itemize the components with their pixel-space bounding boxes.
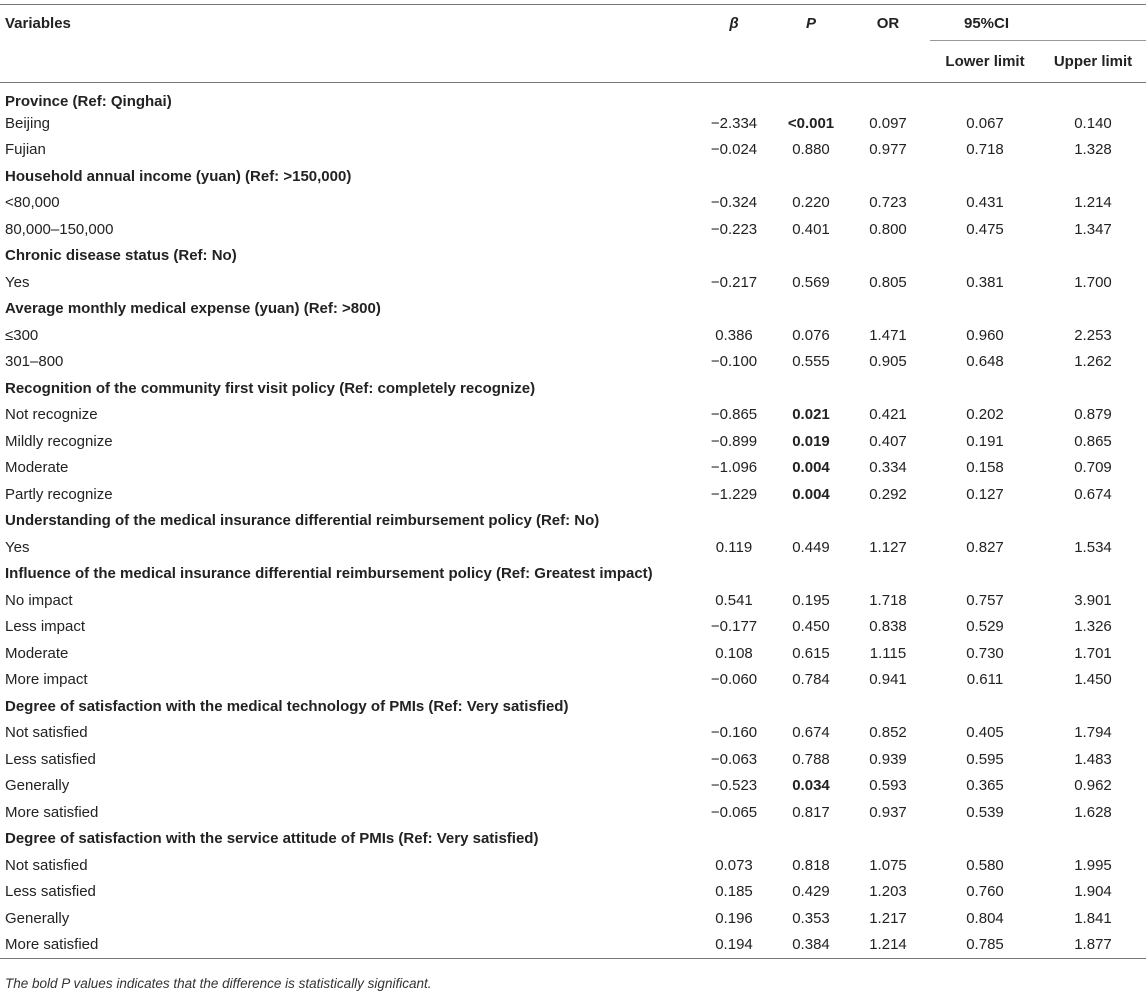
row-label: Yes	[5, 538, 30, 556]
header-p: P	[776, 5, 846, 83]
row-label: More satisfied	[0, 932, 692, 959]
or-cell: 0.421	[869, 406, 907, 424]
ci-upper-cell: 1.841	[1074, 909, 1112, 927]
row-label: Generally	[5, 909, 70, 927]
beta-cell: −2.334	[710, 114, 758, 132]
ci-upper-cell: 1.326	[1074, 618, 1112, 636]
p-value-cell: 0.019	[792, 432, 830, 450]
ci-lower-cell: 0.611	[966, 671, 1004, 689]
ci-upper-cell: 1.262	[1074, 353, 1112, 371]
ci-upper-cell: 1.450	[1074, 671, 1112, 689]
group-label: Province (Ref: Qinghai)	[5, 93, 172, 110]
row-label: Partly recognize	[5, 485, 113, 503]
beta-cell: −0.899	[710, 432, 758, 450]
beta-cell: −0.324	[710, 194, 758, 212]
row-label: Less impact	[5, 618, 86, 636]
or-cell: 0.941	[869, 671, 907, 689]
group-label: Degree of satisfaction with the medical technology of PMIs (Ref: Very satisfied)	[5, 697, 569, 715]
p-value-cell: <0.001	[787, 114, 835, 132]
ci-upper-cell: 1.700	[1074, 273, 1112, 291]
table-row	[0, 879, 1146, 906]
ci-upper-cell: 1.904	[1074, 883, 1112, 901]
group-row	[0, 83, 1146, 111]
ci-lower-cell: 0.191	[966, 432, 1004, 450]
table-row	[0, 137, 1146, 164]
or-cell: 0.097	[869, 114, 907, 132]
row-label: Mildly recognize	[5, 432, 113, 450]
table-row	[0, 190, 1146, 217]
header-lower-limit: Lower limit	[930, 41, 1040, 83]
row-label: 301–800	[5, 353, 64, 371]
row-label: Less satisfied	[5, 750, 96, 768]
p-value-cell: 0.817	[792, 803, 830, 821]
ci-lower-cell: 0.785	[930, 932, 1040, 959]
p-value-cell: 0.384	[776, 932, 846, 959]
ci-lower-cell: 0.760	[966, 883, 1004, 901]
ci-upper-cell: 1.794	[1074, 724, 1112, 742]
group-row	[0, 375, 1146, 402]
ci-upper-cell: 1.534	[1074, 538, 1112, 556]
ci-upper-cell: 2.253	[1074, 326, 1112, 344]
table-row	[0, 640, 1146, 667]
p-value-cell: 0.004	[792, 485, 830, 503]
header-variables: Variables	[0, 5, 692, 83]
ci-lower-cell: 0.405	[966, 724, 1004, 742]
row-label: Generally	[5, 777, 70, 795]
ci-lower-cell: 0.648	[966, 353, 1004, 371]
group-label: Degree of satisfaction with the service attitude of PMIs (Ref: Very satisfied)	[5, 830, 539, 848]
or-cell: 0.334	[869, 459, 907, 477]
beta-cell: −0.523	[710, 777, 758, 795]
row-label: Moderate	[5, 459, 69, 477]
table-row	[0, 534, 1146, 561]
p-value-cell: 0.569	[792, 273, 830, 291]
ci-lower-cell: 0.381	[966, 273, 1004, 291]
p-value-cell: 0.784	[792, 671, 830, 689]
p-value-cell: 0.880	[792, 141, 830, 159]
header-upper-limit: Upper limit	[1040, 41, 1146, 83]
table-body	[0, 83, 1146, 959]
or-cell: 0.805	[869, 273, 907, 291]
beta-cell: −0.065	[710, 803, 758, 821]
ci-upper-cell: 1.995	[1074, 856, 1112, 874]
table-row	[0, 349, 1146, 376]
ci-lower-cell: 0.580	[966, 856, 1004, 874]
row-label: More impact	[5, 671, 88, 689]
ci-upper-cell: 0.140	[1074, 114, 1112, 132]
ci-upper-cell: 1.628	[1074, 803, 1112, 821]
table-row	[0, 455, 1146, 482]
ci-upper-cell: 0.879	[1074, 406, 1112, 424]
group-row	[0, 296, 1146, 323]
table-row	[0, 720, 1146, 747]
beta-cell: 0.194	[692, 932, 776, 959]
ci-lower-cell: 0.827	[966, 538, 1004, 556]
beta-cell: 0.386	[715, 326, 753, 344]
p-value-cell: 0.674	[792, 724, 830, 742]
header-beta: β	[692, 5, 776, 83]
beta-cell: 0.073	[715, 856, 753, 874]
or-cell: 0.939	[869, 750, 907, 768]
table-footnote: The bold P values indicates that the difference is statistically significant.	[5, 976, 432, 991]
p-value-cell: 0.220	[792, 194, 830, 212]
table-row	[0, 269, 1146, 296]
row-label: Not recognize	[5, 406, 98, 424]
beta-cell: −0.177	[710, 618, 758, 636]
p-value-cell: 0.615	[792, 644, 830, 662]
group-label: Influence of the medical insurance differential reimbursement policy (Ref: Greatest impact)	[5, 565, 653, 583]
or-cell: 1.203	[869, 883, 907, 901]
p-value-cell: 0.034	[792, 777, 830, 795]
ci-upper-cell: 1.701	[1074, 644, 1112, 662]
ci-lower-cell: 0.718	[966, 141, 1004, 159]
p-value-cell: 0.429	[792, 883, 830, 901]
table-row	[0, 799, 1146, 826]
beta-cell: −1.096	[710, 459, 758, 477]
or-cell: 0.937	[869, 803, 907, 821]
group-label: Understanding of the medical insurance differential reimbursement policy (Ref: No)	[5, 512, 600, 530]
ci-lower-cell: 0.595	[966, 750, 1004, 768]
or-cell: 0.800	[869, 220, 907, 238]
or-cell: 1.214	[846, 932, 930, 959]
table-row	[0, 216, 1146, 243]
beta-cell: −1.229	[710, 485, 758, 503]
table-row	[0, 402, 1146, 429]
ci-upper-cell: 1.483	[1074, 750, 1112, 768]
ci-lower-cell: 0.158	[966, 459, 1004, 477]
row-label: Not satisfied	[5, 724, 88, 742]
p-value-cell: 0.449	[792, 538, 830, 556]
regression-table	[0, 4, 1146, 959]
table-row	[0, 932, 1146, 959]
or-cell: 0.852	[869, 724, 907, 742]
row-label: No impact	[5, 591, 73, 609]
header-ci: 95%CI	[930, 5, 1146, 41]
beta-cell: −0.160	[710, 724, 758, 742]
table-row	[0, 852, 1146, 879]
row-label: <80,000	[5, 194, 60, 212]
row-label: 80,000–150,000	[5, 220, 114, 238]
p-value-cell: 0.450	[792, 618, 830, 636]
ci-lower-cell: 0.730	[966, 644, 1004, 662]
table-row	[0, 614, 1146, 641]
p-value-cell: 0.818	[792, 856, 830, 874]
group-row	[0, 561, 1146, 588]
p-value-cell: 0.076	[792, 326, 830, 344]
beta-cell: 0.541	[715, 591, 753, 609]
ci-lower-cell: 0.202	[966, 406, 1004, 424]
ci-upper-cell: 1.214	[1074, 194, 1112, 212]
ci-upper-cell: 1.347	[1074, 220, 1112, 238]
ci-upper-cell: 0.962	[1074, 777, 1112, 795]
or-cell: 0.905	[869, 353, 907, 371]
ci-lower-cell: 0.067	[966, 114, 1004, 132]
table-row	[0, 667, 1146, 694]
beta-cell: −0.060	[710, 671, 758, 689]
group-row	[0, 693, 1146, 720]
p-value-cell: 0.004	[792, 459, 830, 477]
group-row	[0, 243, 1146, 270]
row-label: More satisfied	[5, 803, 99, 821]
ci-upper-cell: 1.328	[1074, 141, 1112, 159]
group-label: Chronic disease status (Ref: No)	[5, 247, 237, 265]
beta-cell: −0.024	[710, 141, 758, 159]
table-row	[0, 428, 1146, 455]
ci-lower-cell: 0.757	[966, 591, 1004, 609]
row-label: Beijing	[5, 114, 51, 132]
group-label: Household annual income (yuan) (Ref: >150,000)	[5, 167, 352, 185]
table-row	[0, 110, 1146, 137]
table-row	[0, 322, 1146, 349]
beta-cell: −0.063	[710, 750, 758, 768]
ci-upper-cell: 0.865	[1074, 432, 1112, 450]
beta-cell: 0.119	[715, 538, 753, 556]
or-cell: 0.723	[869, 194, 907, 212]
ci-upper-cell: 0.674	[1074, 485, 1112, 503]
table-row	[0, 773, 1146, 800]
row-label: Less satisfied	[5, 883, 96, 901]
or-cell: 0.593	[869, 777, 907, 795]
or-cell: 1.075	[869, 856, 907, 874]
table-row	[0, 481, 1146, 508]
or-cell: 1.127	[869, 538, 907, 556]
row-label: Not satisfied	[5, 856, 88, 874]
row-label: Fujian	[5, 141, 46, 159]
p-value-cell: 0.021	[792, 406, 830, 424]
group-row	[0, 826, 1146, 853]
p-value-cell: 0.353	[792, 909, 830, 927]
or-cell: 1.471	[869, 326, 907, 344]
ci-upper-cell: 0.709	[1074, 459, 1112, 477]
p-value-cell: 0.195	[792, 591, 830, 609]
group-label: Average monthly medical expense (yuan) (Ref: >800)	[5, 300, 381, 318]
table-row	[0, 905, 1146, 932]
group-label: Recognition of the community first visit policy (Ref: completely recognize)	[5, 379, 536, 397]
p-value-cell: 0.555	[792, 353, 830, 371]
beta-cell: −0.223	[710, 220, 758, 238]
ci-lower-cell: 0.804	[966, 909, 1004, 927]
or-cell: 1.718	[869, 591, 907, 609]
table-header	[0, 5, 1146, 83]
or-cell: 0.977	[869, 141, 907, 159]
ci-upper-cell: 1.877	[1040, 932, 1146, 959]
ci-lower-cell: 0.127	[966, 485, 1004, 503]
beta-cell: −0.217	[710, 273, 758, 291]
table-row	[0, 587, 1146, 614]
header-or: OR	[846, 5, 930, 83]
ci-upper-cell: 3.901	[1074, 591, 1112, 609]
table-row	[0, 746, 1146, 773]
group-row	[0, 163, 1146, 190]
row-label: Yes	[5, 273, 30, 291]
beta-cell: −0.100	[710, 353, 758, 371]
ci-lower-cell: 0.960	[966, 326, 1004, 344]
ci-lower-cell: 0.365	[966, 777, 1004, 795]
beta-cell: −0.865	[710, 406, 758, 424]
ci-lower-cell: 0.475	[966, 220, 1004, 238]
row-label: ≤300	[5, 326, 39, 344]
ci-lower-cell: 0.529	[966, 618, 1004, 636]
group-row	[0, 508, 1146, 535]
or-cell: 1.115	[869, 644, 907, 662]
beta-cell: 0.185	[715, 883, 753, 901]
p-value-cell: 0.788	[792, 750, 830, 768]
or-cell: 0.292	[869, 485, 907, 503]
ci-lower-cell: 0.539	[966, 803, 1004, 821]
p-value-cell: 0.401	[792, 220, 830, 238]
beta-cell: 0.196	[715, 909, 753, 927]
ci-lower-cell: 0.431	[966, 194, 1004, 212]
or-cell: 0.407	[869, 432, 907, 450]
beta-cell: 0.108	[715, 644, 753, 662]
row-label: Moderate	[5, 644, 69, 662]
or-cell: 1.217	[869, 909, 907, 927]
or-cell: 0.838	[869, 618, 907, 636]
